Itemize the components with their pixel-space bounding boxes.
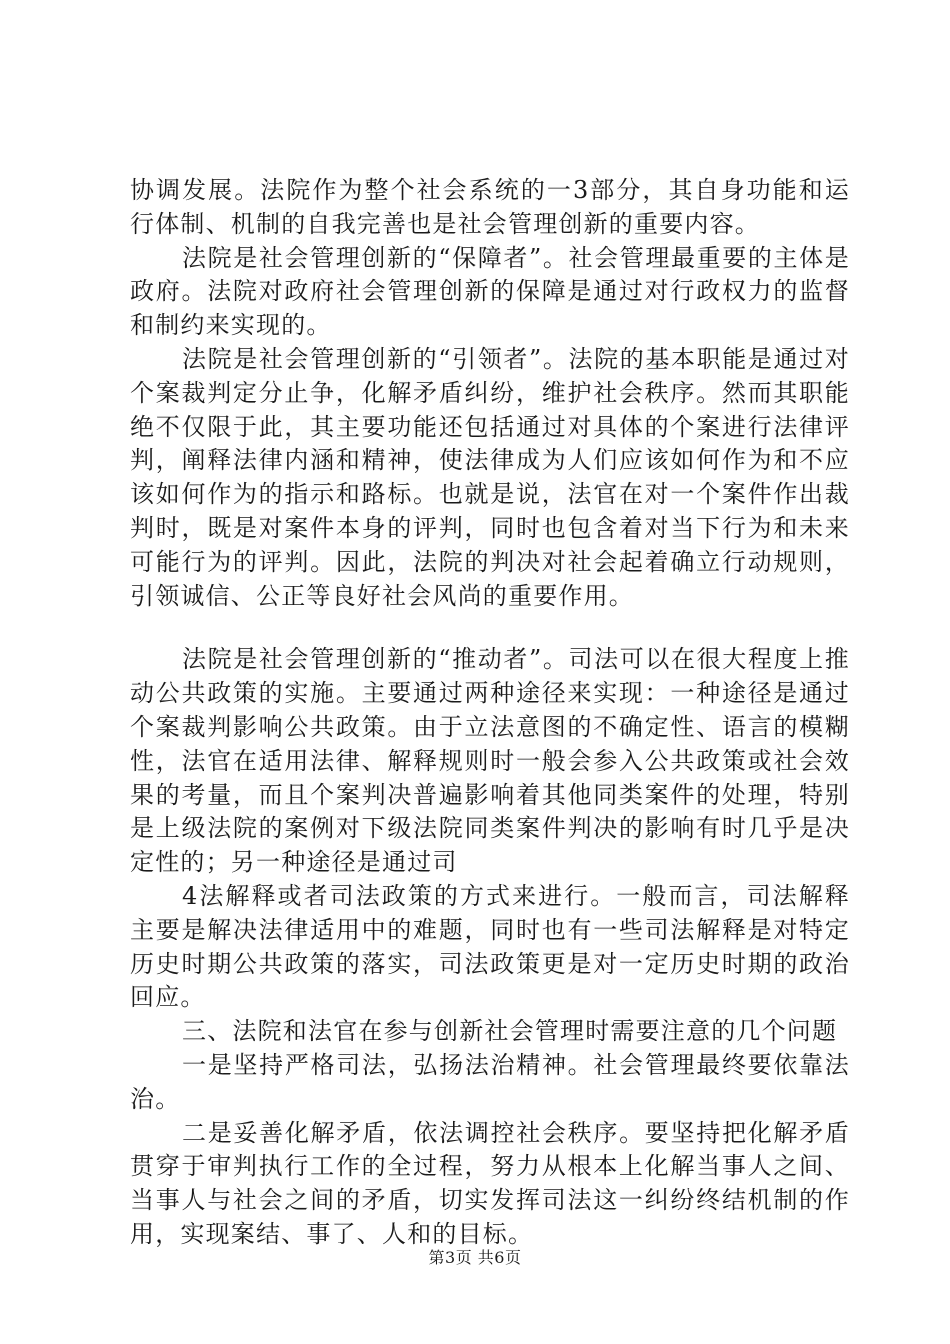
paragraph-point-two: 二是妥善化解矛盾，依法调控社会秩序。要坚持把化解矛盾贯穿于审判执行工作的全过程，努力从根本上化解当事人之间、当事人与社会之间的矛盾，切实发挥司法这一纠纷终结机制的作用，实现案结、事了、人和的目标。 — [130, 1118, 850, 1248]
paragraph-continuation: 协调发展。法院作为整个社会系统的一3部分，其自身功能和运行体制、机制的自我完善也是社会管理创新的重要内容。 — [130, 176, 850, 238]
page-number: 第3页 共6页 — [428, 1248, 522, 1267]
paragraph-guarantor: 法院是社会管理创新的“保障者”。社会管理最重要的主体是政府。法院对政府社会管理创新的保障是通过对行政权力的监督和制约来实现的。 — [130, 243, 850, 340]
paragraph-point-one: 一是坚持严格司法，弘扬法治精神。社会管理最终要依靠法治。 — [130, 1050, 850, 1113]
document-body — [130, 174, 850, 1252]
paragraph-judicial-interpretation: 4法解释或者司法政策的方式来进行。一般而言，司法解释主要是解决法律适用中的难题，同时也有一些司法解释是对特定历史时期公共政策的落实，司法政策更是对一定历史时期的政治回应。 — [130, 881, 850, 1012]
paragraph-leader: 法院是社会管理创新的“引领者”。法院的基本职能是通过对个案裁判定分止争，化解矛盾纠纷，维护社会秩序。然而其职能绝不仅限于此，其主要功能还包括通过对具体的个案进行法律评判，阐释法律内涵和精神，使法律成为人们应该如何作为和不应该如何作为的指示和路标。也就是说，法官在对一个案件作出裁判时，既是对案件本身的评判，同时也包含着对当下行为和未来可能行为的评判。因此，法院的判决对社会起着确立行动规则，引领诚信、公正等良好社会风尚的重要作用。 — [130, 344, 850, 610]
section-heading-three: 三、法院和法官在参与创新社会管理时需要注意的几个问题 — [182, 1017, 838, 1046]
page-footer — [0, 1248, 950, 1268]
paragraph-promoter: 法院是社会管理创新的“推动者”。司法可以在很大程度上推动公共政策的实施。主要通过两种途径来实现：一种途径是通过个案裁判影响公共政策。由于立法意图的不确定性、语言的模糊性，法官在适用法律、解释规则时一般会参入公共政策或社会效果的考量，而且个案判决普遍影响着其他同类案件的处理，特别是上级法院的案例对下级法院同类案件判决的影响有时几乎是决定性的；另一种途径是通过司 — [130, 645, 850, 877]
